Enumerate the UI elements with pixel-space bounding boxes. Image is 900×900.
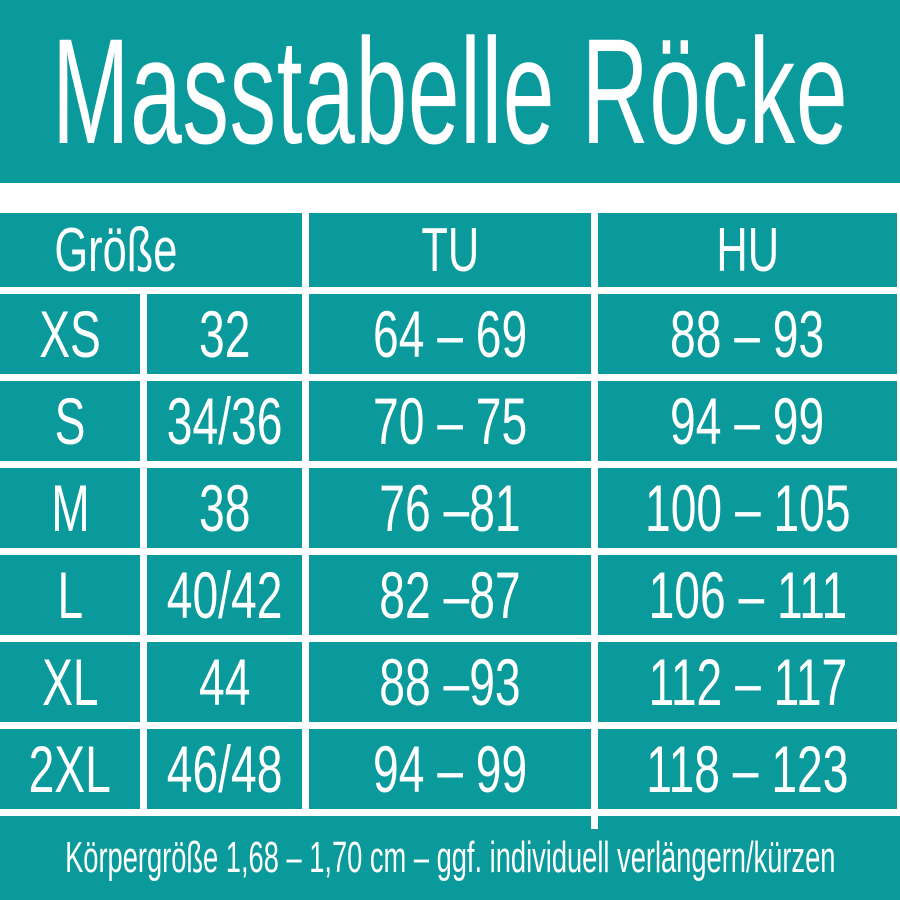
header-cell-tu: [309, 213, 591, 287]
footer-note: [0, 816, 900, 900]
table-cell-size: [0, 555, 140, 635]
cell-text: 112 – 117: [648, 645, 847, 719]
table-cell-hu: [598, 381, 897, 461]
table-cell-tu: [309, 642, 591, 722]
cell-text: 2XL: [28, 732, 112, 806]
cell-text: 76 –81: [379, 471, 521, 545]
header-label: HU: [716, 215, 779, 285]
header-label: TU: [421, 215, 479, 285]
table-cell-size: [0, 381, 140, 461]
table-cell-confection: [147, 381, 302, 461]
cell-text: 118 – 123: [646, 732, 849, 806]
page-title-text: Masstabelle Röcke: [51, 7, 849, 175]
table-cell-hu: [598, 555, 897, 635]
table-cell-size: [0, 294, 140, 374]
table-cell-hu: [598, 729, 897, 809]
cell-text: 82 –87: [379, 558, 521, 632]
cell-text: 46/48: [166, 732, 283, 806]
title-separator-band: [0, 183, 900, 213]
cell-text: 100 – 105: [644, 471, 851, 545]
table-cell-confection: [147, 555, 302, 635]
cell-text: L: [57, 558, 83, 632]
cell-text: S: [54, 384, 86, 458]
cell-text: 106 – 111: [648, 558, 847, 632]
footer-note-text: Körpergröße 1,68 – 1,70 cm – ggf. individuell verlängern/kürzen: [64, 833, 836, 882]
cell-text: XS: [39, 297, 101, 371]
header-cell-groesse: [0, 213, 302, 287]
table-cell-hu: [598, 294, 897, 374]
table-cell-hu: [598, 642, 897, 722]
table-cell-tu: [309, 555, 591, 635]
table-cell-confection: [147, 729, 302, 809]
table-cell-tu: [309, 729, 591, 809]
cell-text: 38: [198, 471, 251, 545]
cell-text: 64 – 69: [372, 297, 528, 371]
table-cell-confection: [147, 468, 302, 548]
cell-text: 70 – 75: [372, 384, 528, 458]
table-cell-tu: [309, 294, 591, 374]
header-label: Größe: [54, 215, 178, 285]
cell-text: 40/42: [166, 558, 283, 632]
table-cell-tu: [309, 468, 591, 548]
table-cell-size: [0, 729, 140, 809]
cell-text: 32: [198, 297, 251, 371]
table-cell-tu: [309, 381, 591, 461]
table-cell-confection: [147, 642, 302, 722]
cell-text: XL: [41, 645, 99, 719]
cell-text: M: [50, 471, 90, 545]
cell-text: 94 – 99: [670, 384, 825, 458]
cell-text: 88 –93: [379, 645, 521, 719]
table-cell-size: [0, 642, 140, 722]
table-cell-confection: [147, 294, 302, 374]
cell-text: 44: [198, 645, 251, 719]
table-cell-hu: [598, 468, 897, 548]
cell-text: 94 – 99: [372, 732, 528, 806]
page-title: [0, 0, 900, 183]
header-cell-hu: [598, 213, 897, 287]
size-table: [0, 213, 900, 816]
cell-text: 88 – 93: [670, 297, 825, 371]
table-cell-size: [0, 468, 140, 548]
cell-text: 34/36: [166, 384, 283, 458]
